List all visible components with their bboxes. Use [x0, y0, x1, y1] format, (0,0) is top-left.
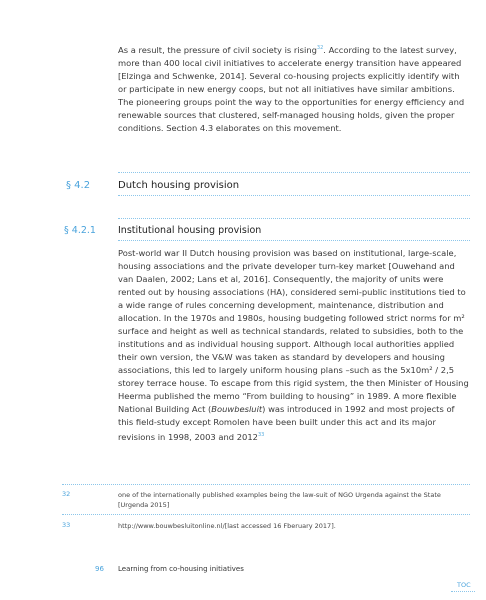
body-text-part-1: Post-world war II Dutch housing provision was based on institutional, large-scale, housing associations and the private developer turn-key market [Ouwehand and van Daalen, 2002; Lans et al, 2016]. Consequently, the majority of units were rented out by housing associations (HA), considered semi-public institutions tied to a wide range of rules concerning development, maintenance, distribution and allocation. In the 1970s and 1980s, housing budgeting followed strict norms for m² surface and height as well as technical standards, related to subsidies, both to the institutions and as individual housing support. Although local authorities applied their own version, the V&W was taken as standard by developers and housing associations, this led to largely uniform housing plans –such as the 5x10m² / 2,5 storey terrace house. To escape from this rigid system, the then Minister of Housing Heerma published the memo “From building to housing” in 1989. A more flexible National Building Act ( — [118, 248, 469, 414]
footnote-ref-33[interactable]: 33 — [257, 432, 265, 438]
subsection-number: § 4.2.1 — [64, 225, 96, 236]
body-paragraph — [118, 247, 470, 444]
body-text-part-2: ) was introduced in 1992 and most projects of this field-study except Romolen have been built under this act and its major revisions in 1998, 2003 and 2012 — [118, 404, 455, 442]
body-italic-term: Bouwbesluit — [211, 404, 263, 414]
footnote-number: 32 — [62, 490, 71, 498]
toc-rule — [451, 591, 475, 592]
running-title: Learning from co-housing initiatives — [118, 565, 244, 573]
page-number: 96 — [95, 565, 104, 573]
intro-paragraph — [118, 42, 470, 135]
toc-link[interactable]: TOC — [457, 581, 471, 589]
subsection-rule-top — [118, 218, 470, 219]
footnote-number: 33 — [62, 521, 71, 529]
footnote-text[interactable]: http://www.bouwbesluitonline.nl/[last accessed 16 Fberuary 2017]. — [118, 522, 336, 530]
section-number: § 4.2 — [66, 180, 91, 191]
section-title: Dutch housing provision — [118, 180, 240, 191]
intro-text-start: As a result, the pressure of civil society is rising — [118, 45, 317, 55]
footnote-text: one of the internationally published examples being the law-suit of NGO Urgenda against the State [Urgenda 2015] — [118, 491, 441, 509]
section-rule-top — [118, 172, 470, 173]
intro-text-end: . According to the latest survey, more than 400 local civil initiatives to accelerate energy transition have appeared [Elzinga and Schwenke, 2014]. Several co-housing projects explicitly identify with or participate in new energy coops, but not all initiatives have similar ambitions. The pioneering groups point the way to the opportunities for energy efficiency and renewable sources that clustered, self-managed housing holds, given the proper conditions. Section 4.3 elaborates on this movement. — [118, 45, 465, 133]
footnote-rule-2 — [62, 514, 470, 515]
footnote-rule-1 — [62, 484, 470, 485]
subsection-rule-bottom — [118, 240, 470, 241]
section-rule-bottom — [118, 195, 470, 196]
subsection-title: Institutional housing provision — [118, 225, 262, 236]
footnote-ref-32[interactable]: 32 — [316, 45, 324, 51]
